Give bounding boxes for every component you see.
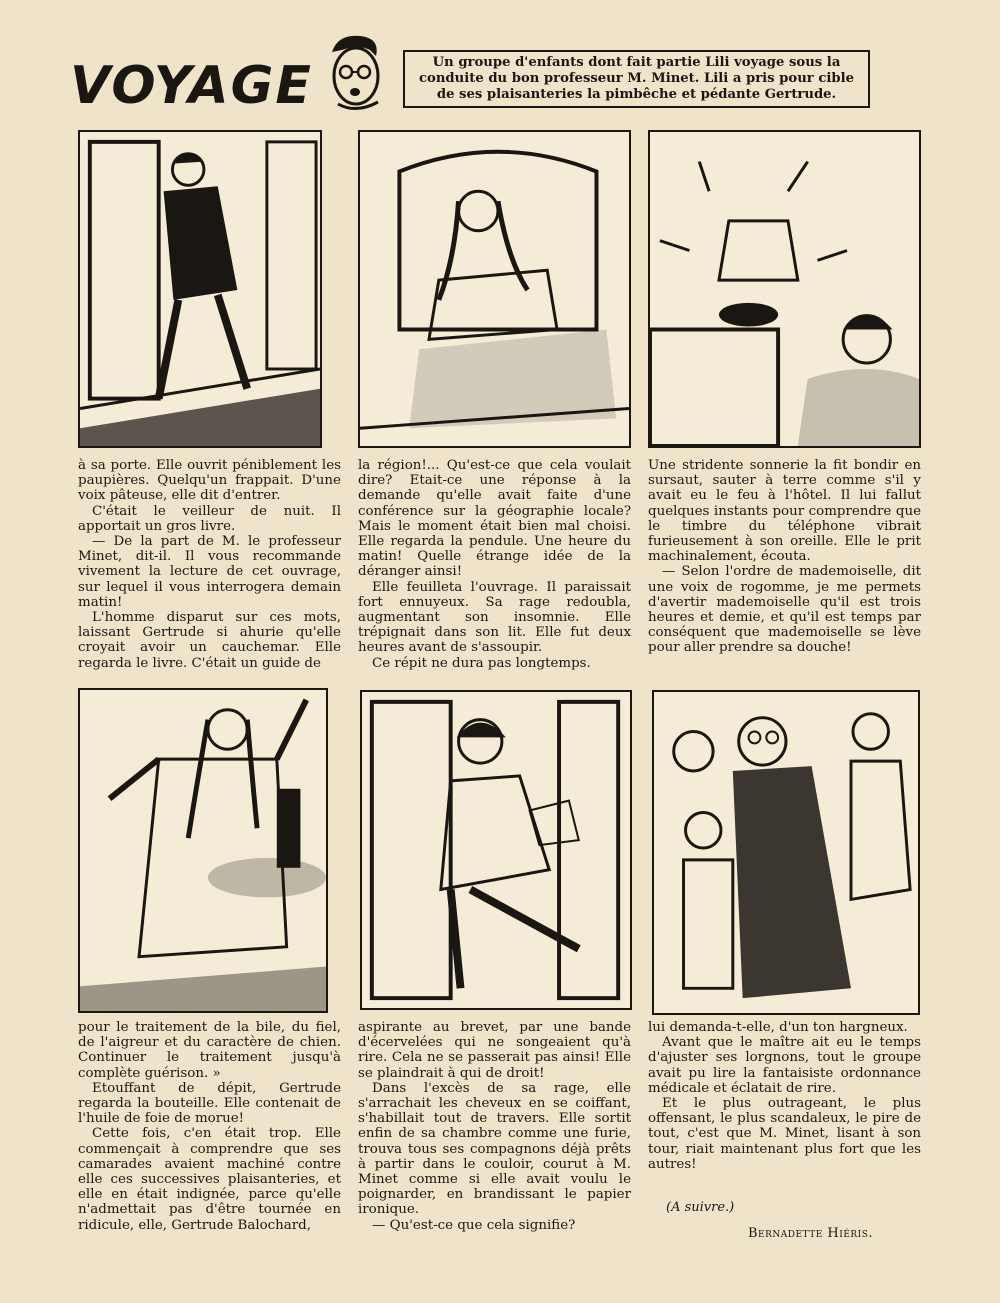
intro-line: Un groupe d'enfants dont fait partie Lili voyage sous la	[432, 55, 841, 70]
paragraph: Etouffant de dépit, Gertrude regarda la bouteille. Elle contenait de l'huile de foie de morue!	[78, 1080, 341, 1127]
illustration-panel-minet-and-children	[652, 690, 920, 1015]
paragraph: Et le plus outrageant, le plus offensant, le plus scandaleux, le pire de tout, c'est que M. Minet, lisant à son tour, riait maintenant plus fort que les autres!	[648, 1096, 921, 1172]
intro-line: conduite du bon professeur M. Minet. Lili a pris pour cible	[419, 71, 854, 86]
paragraph: à sa porte. Elle ouvrit péniblement les paupières. Quelqu'un frappait. D'une voix pâteuse, elle dit d'entrer.	[78, 458, 341, 504]
illustration-panel-angry-gertrude	[78, 688, 328, 1013]
paragraph: pour le traitement de la bile, du fiel, de l'aigreur et du caractère de chien. Continuer le traitement jusqu'à complète guérison. »	[78, 1020, 341, 1081]
paragraph: Elle feuilleta l'ouvrage. Il paraissait fort ennuyeux. Sa rage redoubla, augmentant son insomnie. Elle trépignait dans son lit. Elle fut deux heures avant de s'assoupir.	[358, 579, 631, 656]
text-column-top-right	[648, 458, 921, 656]
paragraph: aspirante au brevet, par une bande d'écervelées qui ne songeaient qu'à rire. Cela ne se passerait pas ainsi! Elle se plaindrait à qui de droit!	[358, 1020, 631, 1081]
illustration-panel-night-watchman	[78, 130, 322, 448]
author-signature: Bernadette Hiéris.	[748, 1226, 874, 1241]
to-be-continued: (A suivre.)	[666, 1200, 735, 1215]
illustration-panel-leaving-room	[360, 690, 632, 1010]
paragraph: — Qu'est-ce que cela signifie?	[372, 1217, 576, 1233]
illustration-panel-phone-ringing	[648, 130, 921, 448]
author-portrait-icon	[318, 32, 396, 114]
text-column-top-middle	[358, 458, 631, 671]
paragraph: — De la part de M. le professeur Minet, dit-il. Il vous recommande vivement la lecture de cet ouvrage, sur lequel il vous interrogera demain matin!	[78, 534, 341, 610]
paragraph: Ce répit ne dura pas longtemps.	[372, 655, 591, 671]
paragraph: — Selon l'ordre de mademoiselle, dit une voix de rogomme, je me permets d'avertir mademoiselle qu'il est trois heures et demie, et qu'il est temps par conséquent que mademoiselle se lève pour aller prendre sa douche!	[648, 564, 921, 656]
text-column-bottom-left	[78, 1020, 341, 1233]
text-column-top-left	[78, 458, 341, 671]
text-column-bottom-right	[648, 1020, 921, 1172]
story-title: VOYAGE	[70, 56, 313, 116]
paragraph: C'était le veilleur de nuit. Il apportait un gros livre.	[78, 503, 341, 534]
paragraph: L'homme disparut sur ces mots, laissant Gertrude si ahurie qu'elle croyait avoir un cauchemar. Elle regarda le livre. C'était un guide de	[78, 610, 341, 671]
paragraph: Cette fois, c'en était trop. Elle commençait à comprendre que ses camarades avaient machiné contre elle ces successives plaisanteries, et elle en était indignée, parce qu'elle n'admettait pas d'être tournée en ridicule, elle, Gertrude Balochard,	[78, 1126, 341, 1233]
paragraph: Dans l'excès de sa rage, elle s'arrachait les cheveux en se coiffant, s'habillait tout de travers. Elle sortit enfin de sa chambre comme une furie, trouva tous ses compagnons déjà prêts à partir dans le couloir, courut à M. Minet comme si elle avait voulu le poignarder, en brandissant le papier ironique.	[358, 1080, 631, 1218]
illustration-panel-reading-in-bed	[358, 130, 631, 448]
paragraph: la région!... Qu'est-ce que cela voulait dire? Etait-ce une réponse à la demande qu'elle avait faite d'une conférence sur la géographie locale? Mais le moment était bien mal choisi. Elle regarda la pendule. Une heure du matin! Quelle étrange idée de la déranger ainsi!	[358, 458, 631, 580]
intro-summary-box	[403, 50, 870, 108]
paragraph: Une stridente sonnerie la fit bondir en sursaut, sauter à terre comme s'il y avait eu le feu à l'hôtel. Il lui fallut quelques instants pour comprendre que le timbre du téléphone vibrait furieusement à son oreille. Elle le prit machinalement, écouta.	[648, 458, 921, 565]
paragraph: lui demanda-t-elle, d'un ton hargneux.	[648, 1020, 908, 1035]
text-column-bottom-middle	[358, 1020, 631, 1233]
paragraph: Avant que le maître ait eu le temps d'ajuster ses lorgnons, tout le groupe avait pu lire la fantaisiste ordonnance médicale et éclatait de rire.	[648, 1035, 921, 1096]
intro-line: de ses plaisanteries la pimbêche et pédante Gertrude.	[436, 87, 837, 102]
